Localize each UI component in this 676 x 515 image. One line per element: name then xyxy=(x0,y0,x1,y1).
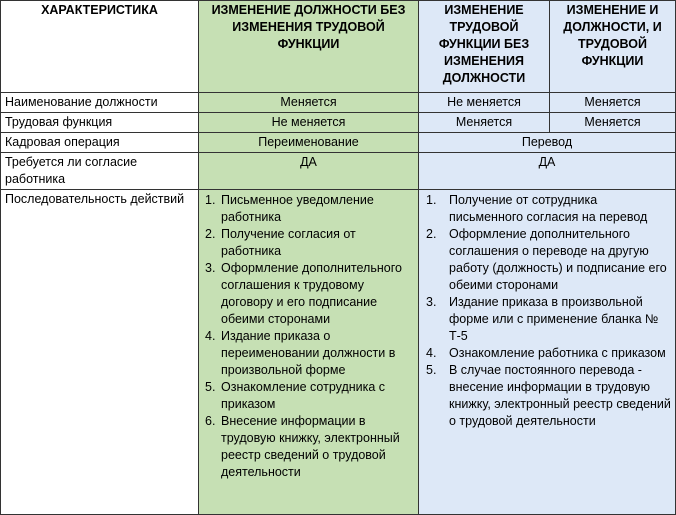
row-labor-function xyxy=(1,113,676,133)
list-item xyxy=(423,345,671,362)
row-label: Требуется ли согласие работника xyxy=(1,153,199,190)
list-item-number: 5. xyxy=(426,363,437,377)
list-item-number: 4. xyxy=(426,346,437,360)
cell-value: ДА xyxy=(199,153,419,190)
cell-value: Меняется xyxy=(550,93,676,113)
cell-value: Меняется xyxy=(550,113,676,133)
list-item-text: Издание приказа в произвольной форме или с применение бланка № Т-5 xyxy=(449,295,659,343)
row-sequence xyxy=(1,190,676,515)
row-label: Трудовая функция xyxy=(1,113,199,133)
list-item-number: 1. xyxy=(205,193,216,207)
list-item xyxy=(423,226,671,294)
row-label: Наименование должности xyxy=(1,93,199,113)
list-item xyxy=(205,379,414,413)
list-item-number: 2. xyxy=(205,227,216,241)
list-item-text: Получение от сотрудника письменного согласия на перевод xyxy=(449,193,648,224)
list-item-text: Ознакомление сотрудника с приказом xyxy=(221,380,386,411)
cell-value: Не меняется xyxy=(199,113,419,133)
header-change-function: ИЗМЕНЕНИЕ ТРУДОВОЙ ФУНКЦИИ БЕЗ ИЗМЕНЕНИЯ ДОЛЖНОСТИ xyxy=(419,1,550,93)
cell-value: Переименование xyxy=(199,133,419,153)
list-item-number: 4. xyxy=(205,329,216,343)
list-item-number: 3. xyxy=(426,295,437,309)
list-item xyxy=(205,413,414,481)
row-hr-operation xyxy=(1,133,676,153)
list-item xyxy=(205,226,414,260)
list-item xyxy=(423,362,671,430)
list-item-number: 3. xyxy=(205,261,216,275)
row-label: Последовательность действий xyxy=(1,190,199,515)
list-item xyxy=(205,328,414,379)
cell-value: ДА xyxy=(419,153,676,190)
header-characteristic: ХАРАКТЕРИСТИКА xyxy=(1,1,199,93)
list-item-number: 6. xyxy=(205,414,216,428)
list-item-text: Ознакомление работника с приказом xyxy=(449,346,666,360)
list-item-number: 2. xyxy=(426,227,437,241)
row-position-name xyxy=(1,93,676,113)
list-item-text: Внесение информации в трудовую книжку, электронный реестр сведений о трудовой деятельности xyxy=(221,414,400,479)
row-label: Кадровая операция xyxy=(1,133,199,153)
steps-transfer-list xyxy=(423,192,671,430)
cell-value: Меняется xyxy=(199,93,419,113)
list-item-number: 1. xyxy=(426,193,437,207)
list-item xyxy=(423,192,671,226)
steps-rename-list xyxy=(205,192,414,481)
list-item-text: В случае постоянного перевода - внесение информации в трудовую книжку, электронный реестр сведений о трудовой деятельности xyxy=(449,363,671,428)
header-rename-position: ИЗМЕНЕНИЕ ДОЛЖНОСТИ БЕЗ ИЗМЕНЕНИЯ ТРУДОВОЙ ФУНКЦИИ xyxy=(199,1,419,93)
steps-rename-cell xyxy=(199,190,419,515)
list-item-text: Издание приказа о переименовании должности в произвольной форме xyxy=(221,329,396,377)
list-item xyxy=(423,294,671,345)
header-row xyxy=(1,1,676,93)
cell-value: Перевод xyxy=(419,133,676,153)
list-item-text: Оформление дополнительного соглашения о переводе на другую работу (должность) и подписание его обеими сторонами xyxy=(449,227,667,292)
steps-transfer-cell xyxy=(419,190,676,515)
list-item xyxy=(205,260,414,328)
list-item-text: Оформление дополнительного соглашения к трудовому договору и его подписание обеими сторонами xyxy=(221,261,402,326)
row-consent xyxy=(1,153,676,190)
header-change-both: ИЗМЕНЕНИЕ И ДОЛЖНОСТИ, И ТРУДОВОЙ ФУНКЦИИ xyxy=(550,1,676,93)
list-item-number: 5. xyxy=(205,380,216,394)
cell-value: Не меняется xyxy=(419,93,550,113)
list-item-text: Письменное уведомление работника xyxy=(221,193,374,224)
cell-value: Меняется xyxy=(419,113,550,133)
list-item-text: Получение согласия от работника xyxy=(221,227,356,258)
list-item xyxy=(205,192,414,226)
